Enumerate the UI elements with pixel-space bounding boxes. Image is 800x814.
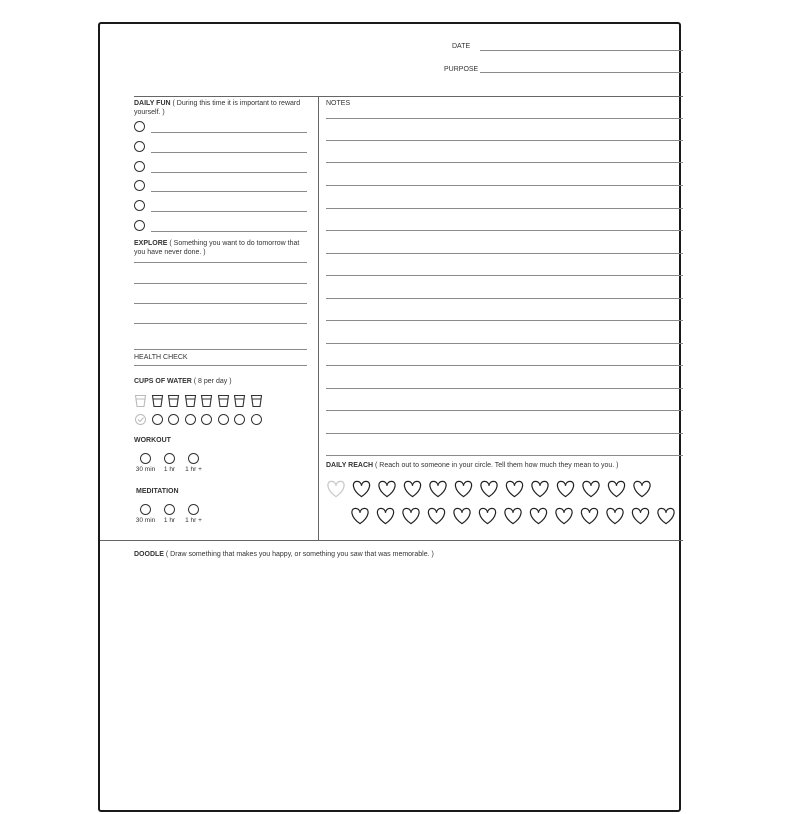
heart-icon[interactable] <box>556 508 572 523</box>
meditation-option-radio[interactable] <box>140 504 151 515</box>
water-checkbox[interactable] <box>218 414 229 425</box>
daily-reach-heading: DAILY REACH ( Reach out to someone in your circle. Tell them how much they mean to you. ) <box>326 462 619 469</box>
notes-line[interactable] <box>326 140 683 141</box>
water-cup-icon <box>217 394 230 408</box>
heart-icon[interactable] <box>479 508 495 523</box>
heart-icon[interactable] <box>455 481 471 496</box>
workout-option-radio[interactable] <box>164 453 175 464</box>
daily-fun-line[interactable] <box>151 132 307 133</box>
water-checkbox[interactable] <box>201 414 212 425</box>
notes-line[interactable] <box>326 275 683 276</box>
heart-icon[interactable] <box>481 481 497 496</box>
water-cup-icon <box>233 394 246 408</box>
heart-icon[interactable] <box>404 481 420 496</box>
meditation-option-label: 1 hr <box>163 517 176 524</box>
meditation-option-radio[interactable] <box>164 504 175 515</box>
water-cup-icon <box>151 394 164 408</box>
water-checkbox[interactable] <box>251 414 262 425</box>
water-checkbox[interactable] <box>168 414 179 425</box>
daily-fun-checkbox[interactable] <box>134 121 145 132</box>
daily-fun-line[interactable] <box>151 191 307 192</box>
water-checkbox[interactable] <box>185 414 196 425</box>
heart-icon[interactable] <box>506 481 522 496</box>
notes-line[interactable] <box>326 118 683 119</box>
daily-fun-line[interactable] <box>151 152 307 153</box>
heart-icon[interactable] <box>632 508 648 523</box>
heart-icon[interactable] <box>583 481 599 496</box>
workout-option-label: 1 hr + <box>185 466 202 473</box>
daily-fun-line[interactable] <box>151 172 307 173</box>
heart-icon[interactable] <box>353 481 369 496</box>
water-cup-icon <box>167 394 180 408</box>
notes-line[interactable] <box>326 320 683 321</box>
notes-line[interactable] <box>326 253 683 254</box>
daily-fun-heading: DAILY FUN ( During this time it is important to reward yourself. ) <box>134 100 301 116</box>
water-heading: CUPS OF WATER ( 8 per day ) <box>134 378 232 385</box>
heart-icon[interactable] <box>581 508 597 523</box>
notes-line[interactable] <box>326 230 683 231</box>
water-check-icon[interactable] <box>135 414 146 425</box>
notes-line[interactable] <box>326 365 683 366</box>
notes-heading: NOTES <box>326 100 351 107</box>
heart-icon[interactable] <box>557 481 573 496</box>
meditation-option-radio[interactable] <box>188 504 199 515</box>
doodle-heading: DOODLE ( Draw something that makes you happy, or something you saw that was memorable. ) <box>134 551 434 558</box>
notes-line[interactable] <box>326 343 683 344</box>
doodle-area[interactable] <box>134 564 674 804</box>
water-cup-icon <box>200 394 213 408</box>
explore-heading: EXPLORE ( Something you want to do tomorrow that you have never done. ) <box>134 240 300 256</box>
notes-line[interactable] <box>326 185 683 186</box>
daily-fun-line[interactable] <box>151 211 307 212</box>
heart-icon[interactable] <box>532 481 548 496</box>
daily-fun-line[interactable] <box>151 231 307 232</box>
workout-heading: WORKOUT <box>134 437 171 444</box>
daily-fun-checkbox[interactable] <box>134 200 145 211</box>
heart-icon[interactable] <box>352 508 368 523</box>
meditation-option-label: 1 hr + <box>185 517 202 524</box>
notes-line[interactable] <box>326 208 683 209</box>
heart-checked-icon[interactable] <box>328 481 344 496</box>
heart-icon[interactable] <box>430 481 446 496</box>
planner-page <box>98 22 681 812</box>
workout-option-label: 30 min <box>135 466 156 473</box>
heart-icon[interactable] <box>377 508 393 523</box>
heart-icon[interactable] <box>428 508 444 523</box>
date-label: DATE <box>452 43 471 50</box>
daily-fun-checkbox[interactable] <box>134 180 145 191</box>
water-checkbox[interactable] <box>234 414 245 425</box>
heart-icon[interactable] <box>403 508 419 523</box>
notes-line[interactable] <box>326 410 683 411</box>
water-cup-icon <box>134 394 147 408</box>
heart-icon[interactable] <box>454 508 470 523</box>
heart-icon[interactable] <box>530 508 546 523</box>
water-checkbox[interactable] <box>152 414 163 425</box>
health-check-label: HEALTH CHECK <box>134 354 188 361</box>
workout-option-label: 1 hr <box>163 466 176 473</box>
notes-line[interactable] <box>326 388 683 389</box>
daily-fun-checkbox[interactable] <box>134 141 145 152</box>
notes-line[interactable] <box>326 298 683 299</box>
meditation-heading: MEDITATION <box>136 488 179 495</box>
doodle-divider <box>100 540 683 541</box>
notes-line[interactable] <box>326 433 683 434</box>
water-cup-icon <box>184 394 197 408</box>
heart-icon[interactable] <box>608 481 624 496</box>
heart-icon[interactable] <box>607 508 623 523</box>
water-cup-icon <box>250 394 263 408</box>
notes-line[interactable] <box>326 162 683 163</box>
workout-option-radio[interactable] <box>188 453 199 464</box>
heart-icon[interactable] <box>658 508 674 523</box>
heart-icon[interactable] <box>505 508 521 523</box>
daily-fun-checkbox[interactable] <box>134 161 145 172</box>
heart-icon[interactable] <box>634 481 650 496</box>
heart-icon[interactable] <box>379 481 395 496</box>
purpose-label: PURPOSE <box>444 66 479 73</box>
meditation-option-label: 30 min <box>135 517 156 524</box>
daily-fun-checkbox[interactable] <box>134 220 145 231</box>
workout-option-radio[interactable] <box>140 453 151 464</box>
notes-line[interactable] <box>326 455 683 456</box>
